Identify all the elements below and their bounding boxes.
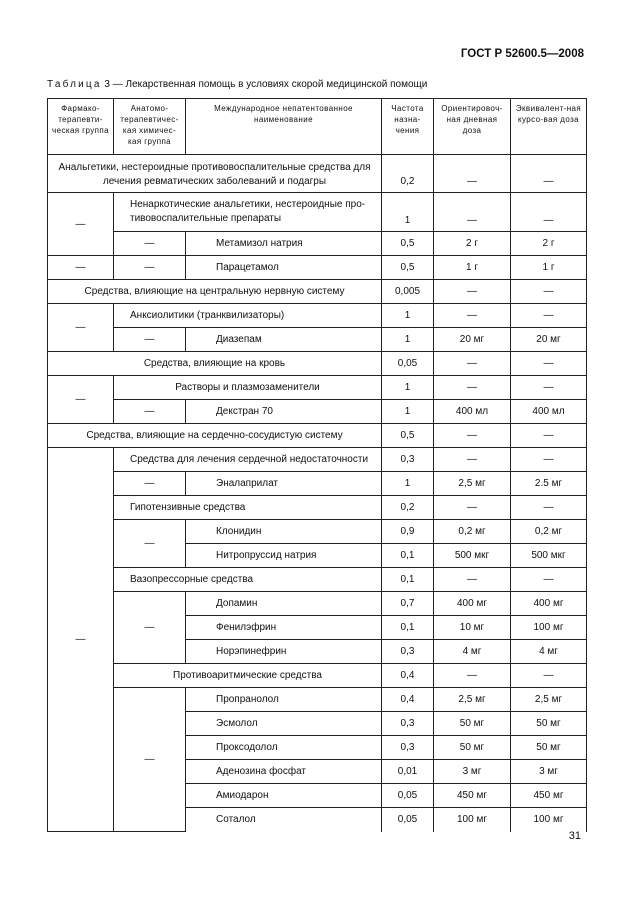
course-dose-cell: — <box>511 376 587 400</box>
daily-dose-cell: 100 мг <box>434 808 511 832</box>
daily-dose-cell: 450 мг <box>434 784 511 808</box>
daily-dose-cell: 4 мг <box>434 640 511 664</box>
frequency-cell: 0,1 <box>382 568 434 592</box>
drug-name: Амиодарон <box>186 784 382 808</box>
course-dose-cell: 0,2 мг <box>511 520 587 544</box>
frequency-cell: 1 <box>382 193 434 232</box>
table-row <box>48 568 587 592</box>
course-dose-cell: — <box>511 664 587 688</box>
subgroup-name: Противоаритмические средства <box>114 664 382 688</box>
atc-group-cell: — <box>114 256 186 280</box>
table-row <box>48 688 587 712</box>
course-dose-cell: 20 мг <box>511 328 587 352</box>
drug-name: Соталол <box>186 808 382 832</box>
drug-name: Эналаприлат <box>186 472 382 496</box>
table-row <box>48 232 587 256</box>
course-dose-cell: — <box>511 304 587 328</box>
daily-dose-cell: — <box>434 376 511 400</box>
pharm-group-cell: — <box>48 304 114 352</box>
subgroup-name: Ненаркотические анальгетики, нестероидные про-тивовоспалительные препараты <box>114 193 382 232</box>
drug-name: Диазепам <box>186 328 382 352</box>
pharm-group-cell: — <box>48 376 114 424</box>
course-dose-cell: 500 мкг <box>511 544 587 568</box>
frequency-cell: 0,3 <box>382 448 434 472</box>
table-row <box>48 376 587 400</box>
frequency-cell: 0,005 <box>382 280 434 304</box>
frequency-cell: 0,2 <box>382 155 434 193</box>
course-dose-cell: 50 мг <box>511 712 587 736</box>
frequency-cell: 1 <box>382 400 434 424</box>
daily-dose-cell: 400 мг <box>434 592 511 616</box>
table-row <box>48 448 587 472</box>
course-dose-cell: 2 г <box>511 232 587 256</box>
standard-number: ГОСТ Р 52600.5—2008 <box>460 48 584 60</box>
course-dose-cell: 400 мл <box>511 400 587 424</box>
subgroup-name: Гипотензивные средства <box>114 496 382 520</box>
frequency-cell: 0,5 <box>382 232 434 256</box>
section-name: Средства, влияющие на кровь <box>48 352 382 376</box>
daily-dose-cell: — <box>434 496 511 520</box>
drug-name: Декстран 70 <box>186 400 382 424</box>
course-dose-cell: — <box>511 352 587 376</box>
daily-dose-cell: — <box>434 304 511 328</box>
drug-name: Аденозина фосфат <box>186 760 382 784</box>
table-header-row <box>48 99 587 155</box>
course-dose-cell: 2.5 мг <box>511 472 587 496</box>
drug-name: Метамизол натрия <box>186 232 382 256</box>
course-dose-cell: — <box>511 424 587 448</box>
drug-name: Пропранолол <box>186 688 382 712</box>
course-dose-cell: 100 мг <box>511 616 587 640</box>
course-dose-cell: — <box>511 155 587 193</box>
pharm-group-cell: — <box>48 256 114 280</box>
drug-name: Парацетамол <box>186 256 382 280</box>
course-dose-cell: 2,5 мг <box>511 688 587 712</box>
section-name: Анальгетики, нестероидные противовоспалительные средства для лечения ревматических заболеваний и подагры <box>48 155 382 193</box>
column-header-course-dose: Эквивалент-ная курсо-вая доза <box>511 99 587 155</box>
daily-dose-cell: 1 г <box>434 256 511 280</box>
table-row <box>48 352 587 376</box>
column-header-pharm-group: Фармако-терапевти-ческая группа <box>48 99 114 155</box>
daily-dose-cell: 50 мг <box>434 736 511 760</box>
daily-dose-cell: — <box>434 193 511 232</box>
course-dose-cell: — <box>511 193 587 232</box>
daily-dose-cell: 20 мг <box>434 328 511 352</box>
table-row <box>48 304 587 328</box>
frequency-cell: 0,7 <box>382 592 434 616</box>
table-row <box>48 193 587 232</box>
atc-group-cell: — <box>114 328 186 352</box>
table-row <box>48 592 587 616</box>
atc-group-cell: — <box>114 520 186 568</box>
drug-name: Норэпинефрин <box>186 640 382 664</box>
course-dose-cell: 3 мг <box>511 760 587 784</box>
frequency-cell: 0,3 <box>382 736 434 760</box>
daily-dose-cell: 2,5 мг <box>434 472 511 496</box>
frequency-cell: 0,1 <box>382 544 434 568</box>
daily-dose-cell: — <box>434 155 511 193</box>
column-header-atc-group: Анатомо-терапевтичес-кая химичес-кая группа <box>114 99 186 155</box>
daily-dose-cell: — <box>434 448 511 472</box>
atc-group-cell: — <box>114 472 186 496</box>
course-dose-cell: 50 мг <box>511 736 587 760</box>
frequency-cell: 0,9 <box>382 520 434 544</box>
frequency-cell: 0,01 <box>382 760 434 784</box>
daily-dose-cell: — <box>434 280 511 304</box>
table-row <box>48 328 587 352</box>
frequency-cell: 0,3 <box>382 640 434 664</box>
table-caption-word: Таблица <box>47 79 102 90</box>
course-dose-cell: 4 мг <box>511 640 587 664</box>
frequency-cell: 1 <box>382 304 434 328</box>
frequency-cell: 1 <box>382 328 434 352</box>
course-dose-cell: 400 мг <box>511 592 587 616</box>
atc-group-cell: — <box>114 592 186 664</box>
course-dose-cell: — <box>511 280 587 304</box>
daily-dose-cell: — <box>434 664 511 688</box>
table-row <box>48 424 587 448</box>
daily-dose-cell: 3 мг <box>434 760 511 784</box>
subgroup-name: Вазопрессорные средства <box>114 568 382 592</box>
frequency-cell: 0,4 <box>382 664 434 688</box>
medication-table <box>47 98 587 832</box>
atc-group-cell: — <box>114 232 186 256</box>
course-dose-cell: 1 г <box>511 256 587 280</box>
table-row <box>48 280 587 304</box>
table-caption <box>47 79 427 90</box>
daily-dose-cell: 2 г <box>434 232 511 256</box>
daily-dose-cell: 2,5 мг <box>434 688 511 712</box>
table-row <box>48 520 587 544</box>
table-row <box>48 155 587 193</box>
frequency-cell: 0,2 <box>382 496 434 520</box>
frequency-cell: 0,05 <box>382 352 434 376</box>
frequency-cell: 1 <box>382 376 434 400</box>
daily-dose-cell: 400 мл <box>434 400 511 424</box>
course-dose-cell: 100 мг <box>511 808 587 832</box>
page-number: 31 <box>568 830 581 842</box>
subgroup-name: Средства для лечения сердечной недостаточности <box>114 448 382 472</box>
pharm-group-cell: — <box>48 193 114 256</box>
frequency-cell: 0,05 <box>382 784 434 808</box>
daily-dose-cell: 10 мг <box>434 616 511 640</box>
course-dose-cell: — <box>511 496 587 520</box>
daily-dose-cell: 50 мг <box>434 712 511 736</box>
subgroup-name: Анксиолитики (транквилизаторы) <box>114 304 382 328</box>
daily-dose-cell: 500 мкг <box>434 544 511 568</box>
table-caption-text: 3 — Лекарственная помощь в условиях скорой медицинской помощи <box>104 79 428 90</box>
table-row <box>48 472 587 496</box>
daily-dose-cell: — <box>434 568 511 592</box>
frequency-cell: 0,1 <box>382 616 434 640</box>
drug-name: Допамин <box>186 592 382 616</box>
column-header-frequency: Частота назна-чения <box>382 99 434 155</box>
atc-group-cell: — <box>114 688 186 832</box>
frequency-cell: 0,05 <box>382 808 434 832</box>
drug-name: Клонидин <box>186 520 382 544</box>
subgroup-name: Растворы и плазмозаменители <box>114 376 382 400</box>
frequency-cell: 1 <box>382 472 434 496</box>
section-name: Средства, влияющие на сердечно-сосудистую систему <box>48 424 382 448</box>
course-dose-cell: — <box>511 568 587 592</box>
course-dose-cell: — <box>511 448 587 472</box>
daily-dose-cell: — <box>434 352 511 376</box>
course-dose-cell: 450 мг <box>511 784 587 808</box>
pharm-group-cell: — <box>48 448 114 832</box>
frequency-cell: 0,5 <box>382 424 434 448</box>
column-header-daily-dose: Ориентировоч-ная дневная доза <box>434 99 511 155</box>
table-row <box>48 664 587 688</box>
daily-dose-cell: 0,2 мг <box>434 520 511 544</box>
section-name: Средства, влияющие на центральную нервную систему <box>48 280 382 304</box>
atc-group-cell: — <box>114 400 186 424</box>
frequency-cell: 0,3 <box>382 712 434 736</box>
column-header-inn: Международное непатентованное наименование <box>186 99 382 155</box>
daily-dose-cell: — <box>434 424 511 448</box>
drug-name: Нитропруссид натрия <box>186 544 382 568</box>
table-row <box>48 496 587 520</box>
drug-name: Проксодолол <box>186 736 382 760</box>
frequency-cell: 0,4 <box>382 688 434 712</box>
drug-name: Фенилэфрин <box>186 616 382 640</box>
drug-name: Эсмолол <box>186 712 382 736</box>
table-row <box>48 256 587 280</box>
frequency-cell: 0,5 <box>382 256 434 280</box>
table-row <box>48 400 587 424</box>
